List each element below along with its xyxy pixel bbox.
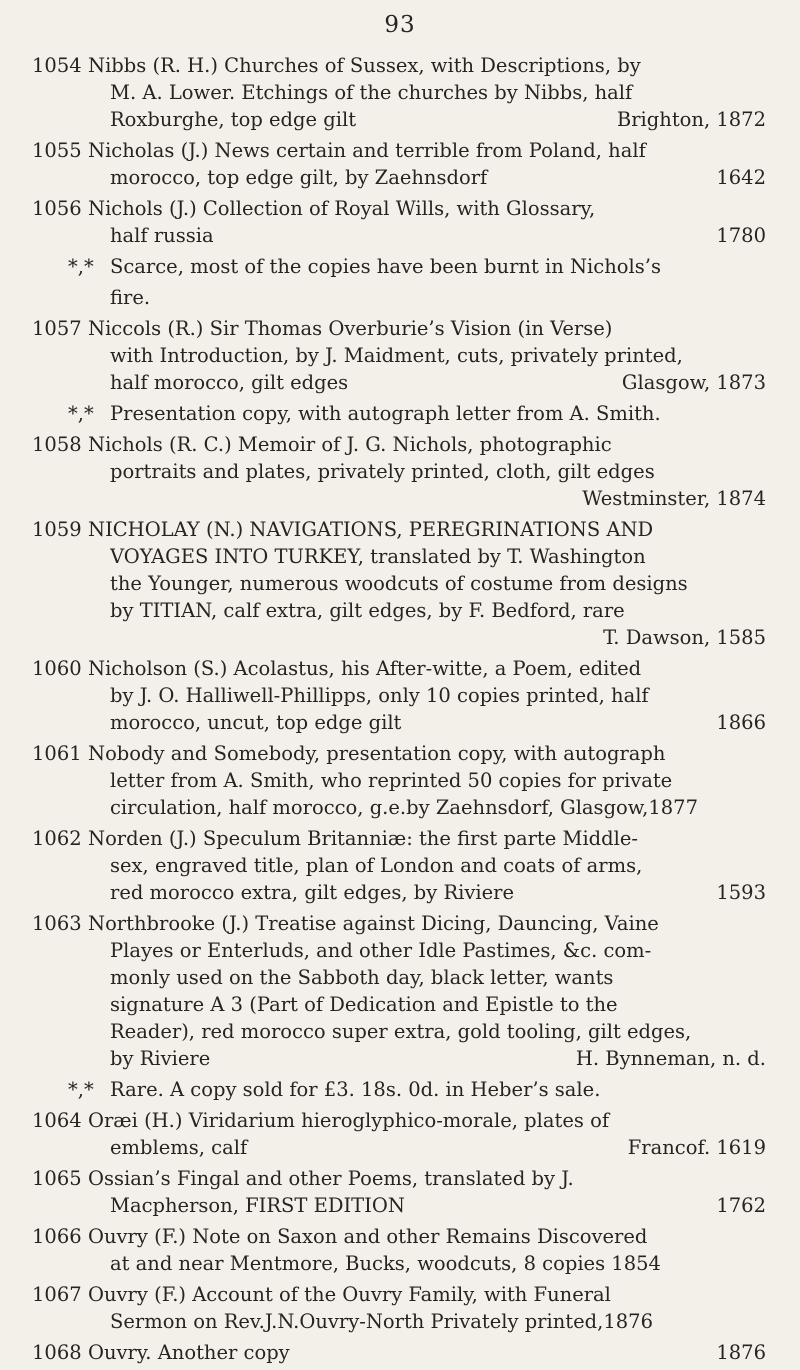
lot-number: 1065: [32, 1167, 82, 1190]
catalogue-entry: [32, 431, 766, 512]
entry-text: Nicholas (J.) News certain and terrible from Poland, half: [88, 139, 646, 162]
catalogue-entry: [32, 1223, 766, 1277]
entry-line: [32, 1018, 766, 1045]
entry-text: at and near Mentmore, Bucks, woodcuts, 8 copies 1854: [110, 1252, 661, 1275]
imprint: Brighton, 1872: [616, 108, 766, 131]
lot-number: 1058: [32, 433, 82, 456]
imprint: 1876: [716, 1341, 766, 1364]
entry-line: [32, 1192, 766, 1219]
entry-line: [32, 79, 766, 106]
entry-line: [32, 910, 766, 937]
entry-line: [32, 794, 766, 821]
entry-line: [32, 655, 766, 682]
entry-line: [32, 709, 766, 736]
entry-line: [32, 1281, 766, 1308]
note-text: fire.: [110, 286, 151, 309]
lot-number: 1068: [32, 1341, 82, 1364]
imprint: Francof. 1619: [627, 1136, 766, 1159]
entry-text: Ouvry (F.) Note on Saxon and other Remains Discovered: [88, 1225, 648, 1248]
entry-text: Nicholson (S.) Acolastus, his After-witte, a Poem, edited: [88, 657, 642, 680]
note-text: Scarce, most of the copies have been burnt in Nichols’s: [110, 255, 661, 278]
lot-number: 1054: [32, 54, 82, 77]
entry-text: the Younger, numerous woodcuts of costume from designs: [110, 572, 688, 595]
entry-line: [32, 1134, 766, 1161]
entry-line: [32, 825, 766, 852]
lot-number: 1064: [32, 1109, 82, 1132]
imprint: 1762: [716, 1194, 766, 1217]
catalogue-entry: [32, 910, 766, 1072]
entry-line: [32, 195, 766, 222]
entry-text: VOYAGES INTO TURKEY, translated by T. Washington: [110, 545, 646, 568]
entry-note: [32, 284, 766, 311]
lot-number: 1062: [32, 827, 82, 850]
entry-line: [32, 597, 766, 624]
entry-line: [32, 137, 766, 164]
entry-line: [32, 52, 766, 79]
entry-text: portraits and plates, privately printed, cloth, gilt edges: [110, 460, 655, 483]
entry-line: [32, 937, 766, 964]
lot-number: 1055: [32, 139, 82, 162]
lot-number: 1056: [32, 197, 82, 220]
lot-number: 1061: [32, 742, 82, 765]
catalogue-entries: [32, 52, 766, 1370]
entry-line: [32, 106, 766, 133]
entry-text: Ouvry (F.) Account of the Ouvry Family, with Funeral: [88, 1283, 611, 1306]
catalogue-entry: [32, 1339, 766, 1366]
asterism-mark: *,*: [68, 402, 94, 425]
lot-number: 1059: [32, 518, 82, 541]
entry-text: by J. O. Halliwell-Phillipps, only 10 copies printed, half: [110, 684, 649, 707]
note-text: Presentation copy, with autograph letter from A. Smith.: [110, 402, 661, 425]
entry-text: Roxburghe, top edge gilt: [110, 108, 357, 131]
lot-number: 1060: [32, 657, 82, 680]
entry-text: circulation, half morocco, g.e.by Zaehnsdorf, Glasgow,1877: [110, 796, 698, 819]
entry-text: monly used on the Sabboth day, black letter, wants: [110, 966, 614, 989]
catalogue-entry: [32, 1107, 766, 1161]
catalogue-entry: [32, 137, 766, 191]
entry-text: Nobody and Somebody, presentation copy, with autograph: [88, 742, 666, 765]
entry-line: [32, 315, 766, 342]
note-text: Rare. A copy sold for £3. 18s. 0d. in Heber’s sale.: [110, 1078, 601, 1101]
catalogue-entry: [32, 52, 766, 133]
entry-line: [32, 516, 766, 543]
catalogue-entry: [32, 825, 766, 906]
entry-text: Reader), red morocco super extra, gold tooling, gilt edges,: [110, 1020, 692, 1043]
entry-note: [32, 1076, 766, 1103]
catalogue-entry: [32, 1165, 766, 1219]
entry-text: by TITIAN, calf extra, gilt edges, by F. Bedford, rare: [110, 599, 625, 622]
lot-number: 1063: [32, 912, 82, 935]
entry-line: [32, 543, 766, 570]
entry-line: [32, 740, 766, 767]
entry-text: Nibbs (R. H.) Churches of Sussex, with Descriptions, by: [88, 54, 641, 77]
entry-text: half russia: [110, 224, 214, 247]
entry-text: Oræi (H.) Viridarium hieroglyphico-morale, plates of: [88, 1109, 610, 1132]
entry-line: [32, 1107, 766, 1134]
asterism-mark: *,*: [68, 1078, 94, 1101]
entry-line: [32, 1045, 766, 1072]
entry-text: M. A. Lower. Etchings of the churches by Nibbs, half: [110, 81, 633, 104]
catalogue-entry: [32, 655, 766, 736]
entry-text: Playes or Enterluds, and other Idle Pastimes, &c. com-: [110, 939, 652, 962]
entry-text: Ossian’s Fingal and other Poems, translated by J.: [88, 1167, 574, 1190]
entry-text: Nichols (J.) Collection of Royal Wills, with Glossary,: [88, 197, 596, 220]
entry-text: Ouvry. Another copy: [88, 1341, 290, 1364]
entry-text: NICHOLAY (N.) NAVIGATIONS, PEREGRINATIONS AND: [88, 518, 654, 541]
entry-text: Norden (J.) Speculum Britanniæ: the first parte Middle-: [88, 827, 639, 850]
entry-line: [32, 852, 766, 879]
entry-line: [32, 485, 766, 512]
lot-number: 1066: [32, 1225, 82, 1248]
entry-text: signature A 3 (Part of Dedication and Epistle to the: [110, 993, 618, 1016]
catalogue-entry: [32, 516, 766, 651]
imprint: 1642: [716, 166, 766, 189]
entry-text: with Introduction, by J. Maidment, cuts, privately printed,: [110, 344, 683, 367]
imprint: T. Dawson, 1585: [603, 626, 766, 649]
entry-line: [32, 1339, 766, 1366]
entry-text: letter from A. Smith, who reprinted 50 copies for private: [110, 769, 673, 792]
imprint: Glasgow, 1873: [621, 371, 766, 394]
entry-line: [32, 991, 766, 1018]
entry-text: Niccols (R.) Sir Thomas Overburie’s Vision (in Verse): [88, 317, 613, 340]
entry-text: sex, engraved title, plan of London and coats of arms,: [110, 854, 643, 877]
catalogue-entry: [32, 1281, 766, 1335]
entry-line: [32, 1223, 766, 1250]
entry-text: Nichols (R. C.) Memoir of J. G. Nichols, photographic: [88, 433, 612, 456]
entry-line: [32, 570, 766, 597]
entry-text: emblems, calf: [110, 1136, 248, 1159]
catalogue-entry: [32, 195, 766, 249]
lot-number: 1057: [32, 317, 82, 340]
entry-text: morocco, top edge gilt, by Zaehnsdorf: [110, 166, 488, 189]
page-number: 93: [384, 12, 416, 38]
imprint: 1866: [716, 711, 766, 734]
entry-line: [32, 369, 766, 396]
entry-line: [32, 682, 766, 709]
entry-line: [32, 1250, 766, 1277]
entry-text: red morocco extra, gilt edges, by Riviere: [110, 881, 515, 904]
entry-text: Sermon on Rev.J.N.Ouvry-North Privately printed,1876: [110, 1310, 653, 1333]
entry-text: half morocco, gilt edges: [110, 371, 349, 394]
imprint: Westminster, 1874: [582, 487, 766, 510]
entry-text: morocco, uncut, top edge gilt: [110, 711, 402, 734]
entry-line: [32, 458, 766, 485]
entry-line: [32, 767, 766, 794]
entry-line: [32, 164, 766, 191]
imprint: 1780: [716, 224, 766, 247]
entry-text: [110, 624, 591, 651]
entry-note: [32, 400, 766, 427]
asterism-mark: *,*: [68, 255, 94, 278]
entry-line: [32, 222, 766, 249]
entry-line: [32, 1308, 766, 1335]
entry-line: [32, 342, 766, 369]
entry-line: [32, 879, 766, 906]
catalogue-entry: [32, 740, 766, 821]
entry-text: Northbrooke (J.) Treatise against Dicing, Dauncing, Vaine: [88, 912, 659, 935]
entry-note: [32, 253, 766, 280]
entry-line: [32, 964, 766, 991]
entry-text: [110, 485, 570, 512]
entry-line: [32, 1165, 766, 1192]
entry-line: [32, 431, 766, 458]
imprint: 1593: [716, 881, 766, 904]
entry-text: by Riviere: [110, 1047, 211, 1070]
imprint: H. Bynneman, n. d.: [575, 1047, 766, 1070]
entry-line: [32, 624, 766, 651]
catalogue-entry: [32, 315, 766, 396]
entry-text: Macpherson, FIRST EDITION: [110, 1194, 405, 1217]
lot-number: 1067: [32, 1283, 82, 1306]
